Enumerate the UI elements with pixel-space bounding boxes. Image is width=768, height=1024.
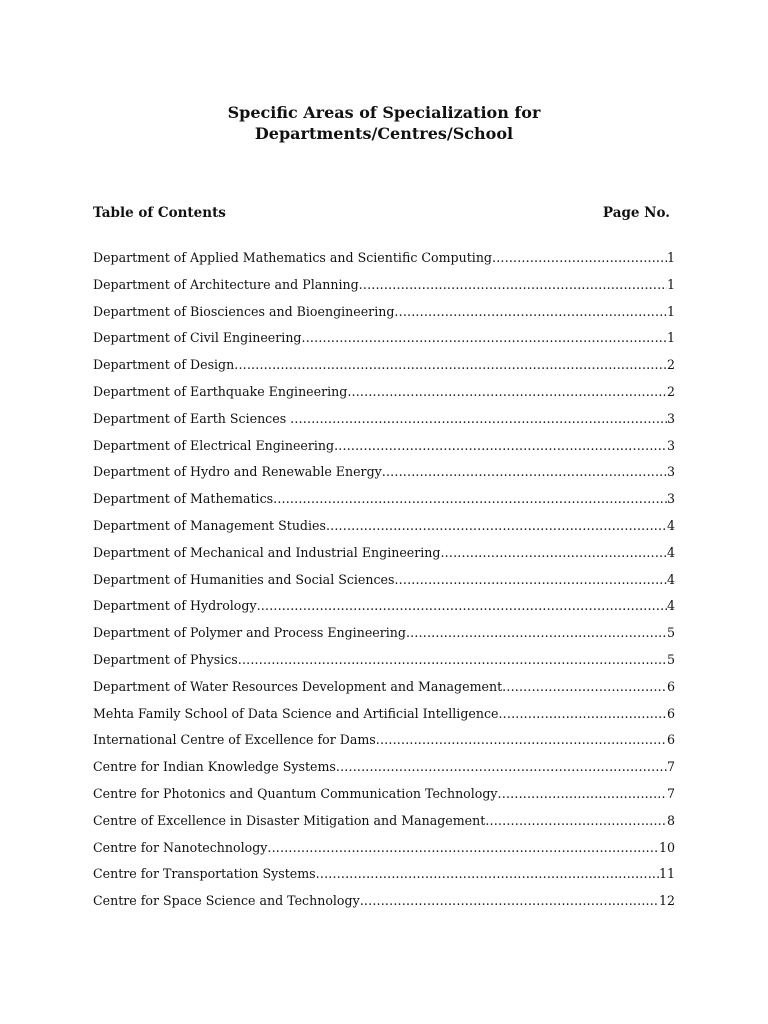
toc-entry[interactable] [93, 489, 683, 516]
toc-entry-page-number: 5 [666, 625, 675, 641]
toc-entry-page-number: 1 [666, 303, 675, 319]
toc-heading: Table of Contents [93, 205, 226, 221]
toc-entry[interactable] [93, 784, 683, 811]
toc-entry[interactable] [93, 730, 683, 757]
toc-entry-label: Department of Mathematics [93, 491, 274, 507]
toc-entry-dot-leader [326, 516, 667, 536]
toc-entry[interactable] [93, 409, 683, 436]
toc-entry-page-number: 6 [666, 678, 675, 694]
toc-entry[interactable] [93, 275, 683, 302]
toc-entry-label: Department of Biosciences and Bioengineering [93, 303, 395, 319]
document-title [0, 102, 768, 144]
toc-entry[interactable] [93, 677, 683, 704]
toc-entry-label: Centre for Indian Knowledge Systems [93, 759, 336, 775]
toc-entry-label: Department of Hydro and Renewable Energy [93, 464, 382, 480]
toc-entry-page-number: 7 [666, 785, 675, 801]
toc-entry-dot-leader [267, 838, 659, 858]
toc-entry-label: Department of Humanities and Social Sciences [93, 571, 395, 587]
page-no-heading: Page No. [602, 205, 670, 221]
toc-entry-label: Department of Physics [93, 651, 238, 667]
toc-entry-label: Centre for Photonics and Quantum Communication Technology [93, 785, 498, 801]
toc-entry-page-number: 3 [666, 491, 675, 507]
toc-entry-page-number: 1 [666, 276, 675, 292]
toc-entry-label: Department of Civil Engineering [93, 330, 302, 346]
document-title-line-1: Specific Areas of Specialization for [227, 103, 541, 122]
toc-entry-label: Department of Electrical Engineering [93, 437, 335, 453]
toc-entry-label: Centre for Space Science and Technology [93, 893, 360, 909]
toc-entry-dot-leader [394, 570, 667, 590]
toc-entry-label: Centre of Excellence in Disaster Mitigation and Management [93, 812, 486, 828]
toc-entry-dot-leader [485, 811, 667, 831]
toc-entry-label: Department of Water Resources Development and Management [93, 678, 503, 694]
toc-entry-dot-leader [336, 757, 667, 777]
toc-entry-page-number: 6 [666, 732, 675, 748]
toc-entry-page-number: 6 [666, 705, 675, 721]
toc-entry-label: Department of Polymer and Process Engineering [93, 625, 406, 641]
toc-entry-page-number: 4 [666, 544, 675, 560]
toc-entry-label: Department of Applied Mathematics and Scientific Computing [93, 250, 492, 265]
toc-entry-label: Department of Management Studies [93, 517, 326, 533]
toc-entry-dot-leader [382, 462, 667, 482]
toc-entry-dot-leader [359, 275, 667, 295]
toc-entry[interactable] [93, 248, 683, 275]
toc-entry-page-number: 2 [666, 383, 675, 399]
toc-entry-dot-leader [492, 248, 667, 268]
toc-entry-dot-leader [316, 864, 659, 884]
toc-entry[interactable] [93, 704, 683, 731]
toc-entry-dot-leader [360, 891, 659, 911]
toc-entry[interactable] [93, 864, 683, 891]
toc-entry-dot-leader [406, 623, 667, 643]
toc-entry-label: Department of Architecture and Planning [93, 276, 359, 292]
document-title-line-2: Departments/Centres/School [254, 124, 514, 143]
toc-entry-dot-leader [376, 730, 667, 750]
toc-entry-label: Department of Design [93, 357, 235, 373]
toc-entry-page-number: 12 [658, 893, 675, 909]
toc-entry-label: Department of Mechanical and Industrial Engineering [93, 544, 441, 560]
toc-entry[interactable] [93, 891, 683, 918]
toc-entry-dot-leader [257, 596, 667, 616]
toc-entry[interactable] [93, 355, 683, 382]
toc-entry-page-number: 2 [666, 357, 675, 373]
toc-entry-page-number: 3 [666, 437, 675, 453]
toc-entry-dot-leader [334, 436, 667, 456]
toc-entry-page-number: 10 [658, 839, 675, 855]
toc-entry[interactable] [93, 838, 683, 865]
toc-entry[interactable] [93, 302, 683, 329]
toc-list [93, 248, 683, 918]
toc-entry-page-number: 5 [666, 651, 675, 667]
toc-entry-dot-leader [234, 355, 667, 375]
toc-entry-label: Department of Hydrology [93, 598, 257, 614]
toc-entry-page-number: 7 [666, 759, 675, 775]
toc-entry-label: Centre for Transportation Systems [93, 866, 316, 882]
toc-entry-page-number: 1 [666, 330, 675, 346]
toc-entry-label: Mehta Family School of Data Science and Artificial Intelligence [93, 705, 499, 721]
toc-entry-label: International Centre of Excellence for Dams [93, 732, 376, 748]
toc-entry-dot-leader [302, 328, 667, 348]
toc-entry-dot-leader [347, 382, 667, 402]
toc-entry[interactable] [93, 328, 683, 355]
toc-entry-page-number: 3 [666, 410, 675, 426]
toc-entry[interactable] [93, 382, 683, 409]
toc-entry[interactable] [93, 811, 683, 838]
toc-entry[interactable] [93, 757, 683, 784]
toc-entry-dot-leader [394, 302, 667, 322]
toc-entry-label: Department of Earthquake Engineering [93, 383, 348, 399]
toc-entry-dot-leader [238, 650, 667, 670]
toc-entry-page-number: 8 [666, 812, 675, 828]
toc-entry-dot-leader [502, 677, 667, 697]
toc-entry[interactable] [93, 650, 683, 677]
toc-entry-dot-leader [498, 704, 667, 724]
toc-entry[interactable] [93, 623, 683, 650]
toc-entry-label: Centre for Nanotechnology [93, 839, 268, 855]
toc-entry-page-number: 1 [666, 250, 675, 265]
toc-entry-dot-leader [290, 409, 667, 429]
toc-entry-label: Department of Earth Sciences [93, 410, 291, 426]
toc-entry[interactable] [93, 516, 683, 543]
toc-entry[interactable] [93, 462, 683, 489]
toc-entry-dot-leader [273, 489, 667, 509]
toc-entry-page-number: 4 [666, 517, 675, 533]
toc-entry-page-number: 4 [666, 571, 675, 587]
toc-entry-page-number: 3 [666, 464, 675, 480]
toc-entry[interactable] [93, 570, 683, 597]
toc-entry-page-number: 4 [666, 598, 675, 614]
toc-entry-page-number: 11 [658, 866, 675, 882]
toc-entry[interactable] [93, 436, 683, 463]
toc-entry[interactable] [93, 543, 683, 570]
toc-entry-dot-leader [440, 543, 667, 563]
toc-entry[interactable] [93, 596, 683, 623]
toc-entry-dot-leader [498, 784, 667, 804]
